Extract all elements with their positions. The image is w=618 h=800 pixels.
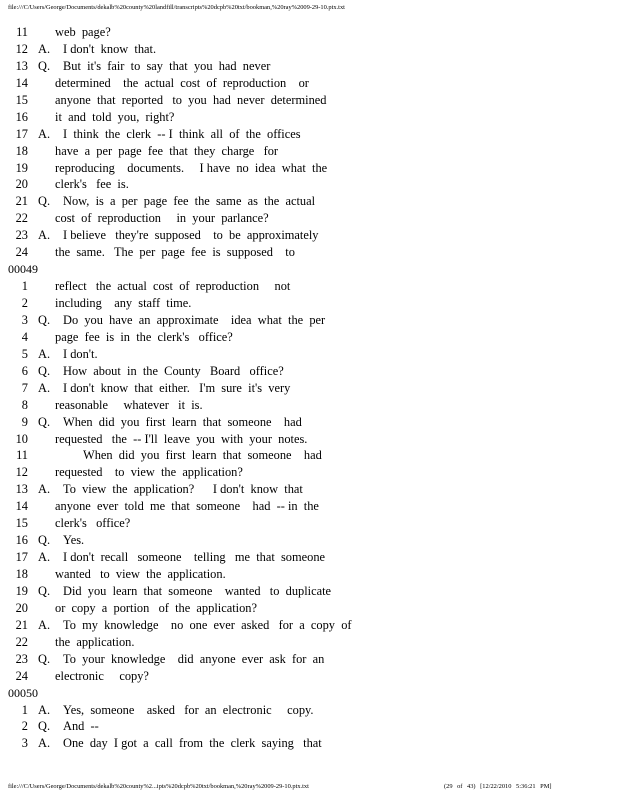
- line-text: I think the clerk -- I think all of the offices: [63, 126, 301, 141]
- line-number: 18: [15, 143, 28, 158]
- line-number: 3: [21, 736, 28, 751]
- line-number: 13: [15, 58, 28, 73]
- line-number: 18: [15, 567, 28, 581]
- line-number: 2: [21, 296, 28, 310]
- line-number: 11: [16, 448, 28, 463]
- line-text: determined the actual cost of reproduction or: [55, 75, 309, 90]
- line-text: I don't.: [63, 346, 98, 361]
- speaker-label: A.: [38, 617, 51, 632]
- speaker-label: Q.: [38, 719, 51, 734]
- line-number: 17: [15, 550, 28, 565]
- line-text: I don't recall someone telling me that someone: [63, 550, 326, 565]
- line-text: clerk's office?: [55, 516, 131, 531]
- speaker-label: A.: [38, 41, 51, 56]
- line-number: 14: [15, 499, 28, 514]
- line-number: 11: [16, 25, 28, 39]
- line-number: 23: [15, 228, 28, 243]
- speaker-label: Q.: [38, 312, 51, 327]
- line-number: 9: [21, 414, 28, 429]
- speaker-label: A.: [38, 380, 51, 395]
- line-number: 12: [15, 41, 28, 56]
- line-number: 4: [21, 329, 28, 344]
- speaker-label: Q.: [38, 533, 51, 548]
- line-number: 22: [15, 634, 28, 649]
- line-text: reflect the actual cost of reproduction not: [55, 279, 291, 294]
- line-text: reproducing documents. I have no idea what the: [55, 160, 328, 175]
- line-number: 19: [15, 160, 28, 175]
- line-text: the same. The per page fee is supposed to: [55, 245, 295, 260]
- line-text: Yes.: [63, 533, 85, 548]
- line-text: anyone ever told me that someone had -- in the: [55, 499, 319, 514]
- line-number: 20: [15, 600, 28, 615]
- speaker-label: Q.: [38, 194, 51, 209]
- line-text: cost of reproduction in your parlance?: [55, 211, 269, 226]
- line-text: To your knowledge did anyone ever ask for an: [63, 651, 325, 666]
- line-text: have a per page fee that they charge for: [55, 143, 279, 158]
- speaker-label: A.: [38, 346, 51, 361]
- line-number: 20: [15, 177, 28, 192]
- line-text: including any staff time.: [55, 296, 192, 310]
- print-time: 5:36:21 PM]: [516, 783, 552, 790]
- line-text: the application.: [55, 634, 135, 649]
- line-text: I don't know that either. I'm sure it's very: [63, 380, 291, 395]
- line-text: One day I got a call from the clerk saying that: [63, 736, 322, 751]
- line-text: Yes, someone asked for an electronic copy.: [63, 702, 314, 717]
- line-text: When did you first learn that someone had: [83, 448, 322, 463]
- page-number: 00050: [8, 685, 38, 700]
- line-text: requested to view the application?: [55, 465, 243, 480]
- line-text: Now, is a per page fee the same as the actual: [63, 194, 316, 209]
- line-number: 12: [15, 465, 28, 480]
- line-number: 22: [15, 211, 28, 226]
- file-path-footer: file:///C/Users/George/Documents/dekalb%20county%2...ipts%20dcpb%20txt/bookman,%20ray%2009-29-10.ptx.txt: [8, 783, 309, 790]
- page-number: 00049: [8, 262, 38, 277]
- line-text: requested the -- I'll leave you with your notes.: [55, 431, 308, 446]
- speaker-label: Q.: [38, 583, 51, 598]
- line-number: 1: [21, 702, 28, 717]
- line-text: To my knowledge no one ever asked for a copy of: [63, 617, 352, 632]
- speaker-label: Q.: [38, 58, 51, 73]
- print-date: [12/22/2010: [480, 783, 512, 790]
- line-number: 21: [15, 617, 28, 632]
- line-number: 6: [21, 363, 28, 378]
- line-text: wanted to view the application.: [55, 567, 226, 581]
- speaker-label: Q.: [38, 363, 51, 378]
- line-text: Do you have an approximate idea what the per: [63, 312, 326, 327]
- line-number: 13: [15, 482, 28, 497]
- speaker-label: A.: [38, 702, 51, 717]
- line-number: 24: [15, 245, 28, 260]
- speaker-label: A.: [38, 550, 51, 565]
- line-number: 21: [15, 194, 28, 209]
- line-number: 17: [15, 126, 28, 141]
- line-number: 14: [15, 75, 28, 90]
- speaker-label: A.: [38, 126, 51, 141]
- line-number: 3: [21, 312, 28, 327]
- line-text: clerk's fee is.: [55, 177, 129, 192]
- line-number: 8: [21, 397, 28, 412]
- file-path-header: file:///C/Users/George/Documents/dekalb%20county%20landfill/transcripts%20dcpb%20txt/bookman,%20ray%2009-29-10.ptx.txt: [8, 4, 345, 11]
- line-text: But it's fair to say that you had never: [63, 58, 271, 73]
- line-number: 5: [21, 346, 28, 361]
- line-text: web page?: [55, 25, 111, 39]
- line-text: How about in the County Board office?: [63, 363, 284, 378]
- page-info-footer: [444, 783, 552, 790]
- line-text: it and told you, right?: [55, 109, 175, 124]
- line-number: 16: [15, 109, 28, 124]
- line-text: To view the application? I don't know that: [63, 482, 303, 497]
- speaker-label: Q.: [38, 651, 51, 666]
- speaker-label: A.: [38, 228, 51, 243]
- line-number: 24: [15, 668, 28, 683]
- line-text: or copy a portion of the application?: [55, 600, 257, 615]
- line-number: 7: [21, 380, 28, 395]
- line-text: electronic copy?: [55, 668, 149, 683]
- line-number: 2: [21, 719, 28, 734]
- line-text: page fee is in the clerk's office?: [55, 329, 233, 344]
- line-text: I believe they're supposed to be approximately: [63, 228, 319, 243]
- line-text: reasonable whatever it is.: [55, 397, 203, 412]
- line-number: 23: [15, 651, 28, 666]
- line-number: 16: [15, 533, 28, 548]
- line-text: anyone that reported to you had never determined: [55, 92, 327, 107]
- line-text: Did you learn that someone wanted to duplicate: [63, 583, 332, 598]
- speaker-label: Q.: [38, 414, 51, 429]
- speaker-label: A.: [38, 482, 51, 497]
- page-counter: (29 of 43): [444, 783, 476, 790]
- line-number: 19: [15, 583, 28, 598]
- line-text: I don't know that.: [63, 41, 157, 56]
- line-text: And --: [63, 719, 99, 734]
- line-text: When did you first learn that someone had: [63, 414, 302, 429]
- line-number: 15: [15, 92, 28, 107]
- line-number: 1: [21, 279, 28, 294]
- speaker-label: A.: [38, 736, 51, 751]
- line-number: 10: [15, 431, 28, 446]
- line-number: 15: [15, 516, 28, 531]
